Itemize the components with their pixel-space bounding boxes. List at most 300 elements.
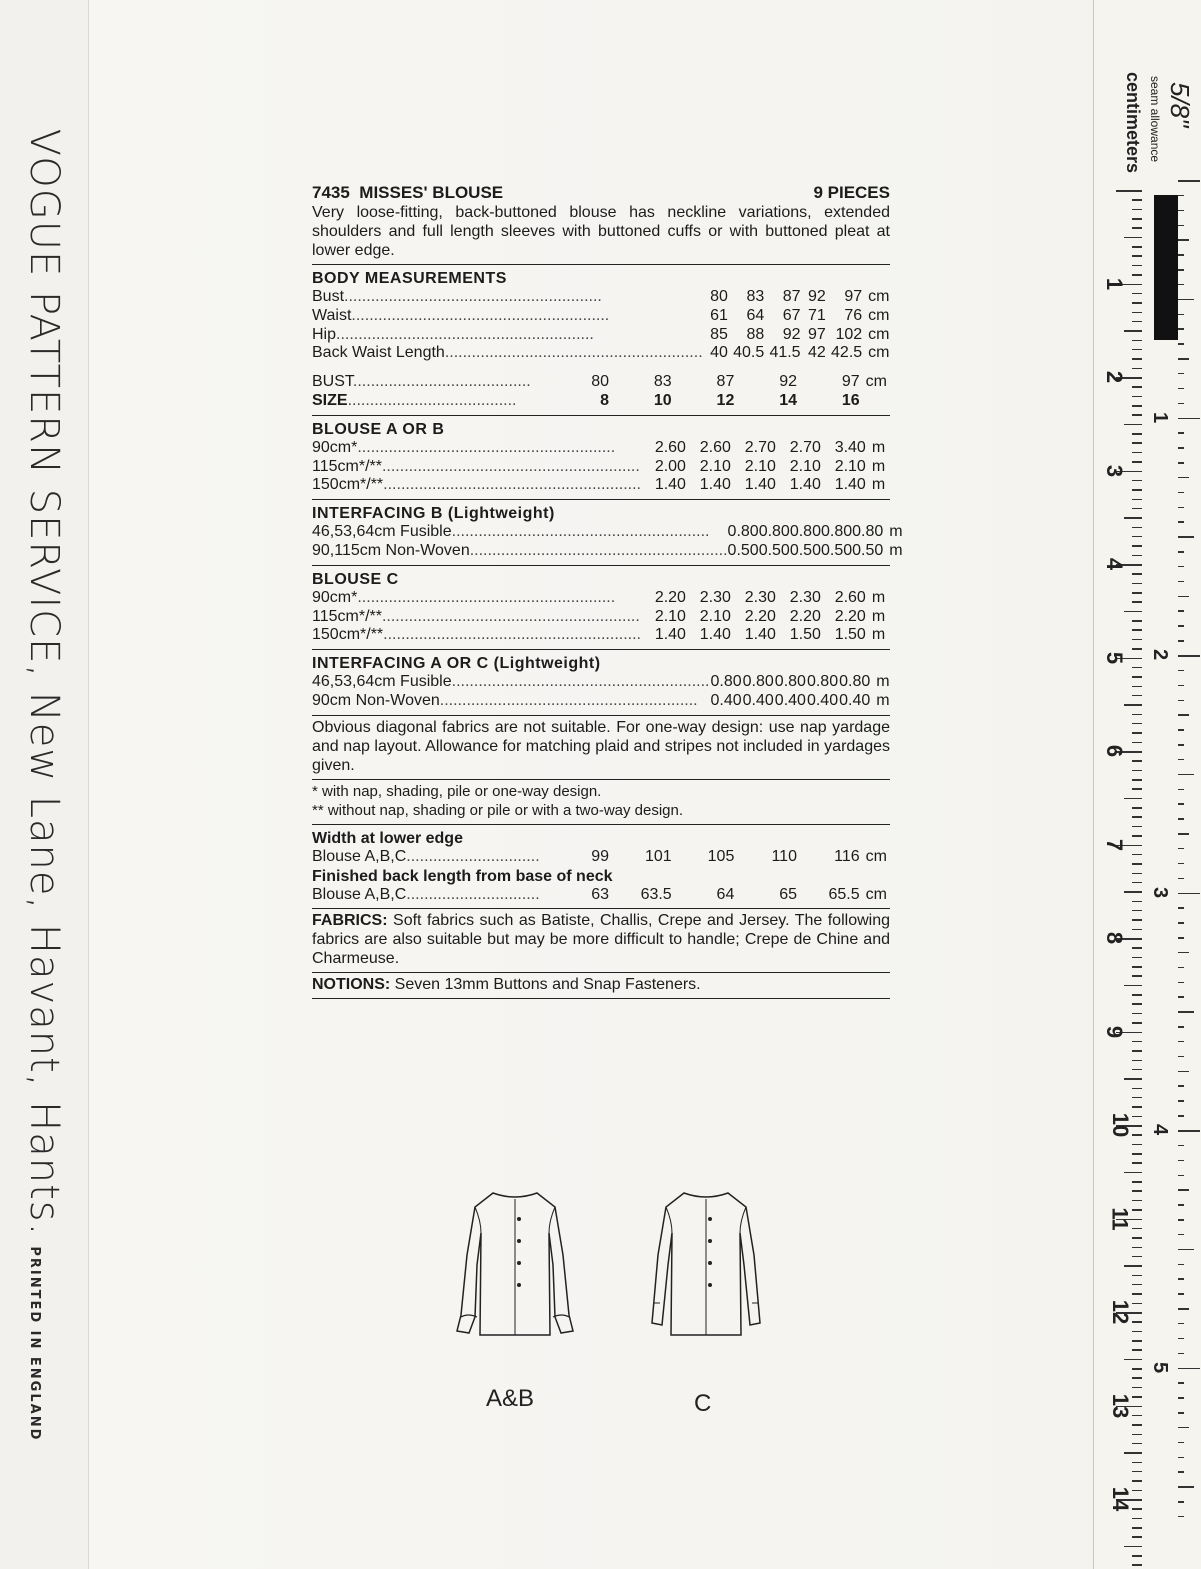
row-label-text: Hip <box>312 325 337 343</box>
ruler-tick <box>1178 299 1194 301</box>
interfacing-b-title: INTERFACING B (Lightweight) <box>312 505 555 523</box>
row-label-text: 115cm*/** <box>312 607 382 625</box>
pattern-name: MISSES' BLOUSE <box>359 183 504 202</box>
cell: 92 <box>779 373 797 391</box>
ruler-tick <box>1124 330 1142 332</box>
divider <box>312 264 890 265</box>
ruler-tick <box>1178 833 1189 835</box>
table-row <box>312 886 890 905</box>
cell: 83 <box>653 373 672 391</box>
interfacing-b-table <box>312 523 903 561</box>
ruler-tick <box>1178 714 1189 716</box>
cell: 85 <box>710 325 728 343</box>
unit: cm <box>868 288 890 305</box>
leader-dots: .......................................................... <box>444 344 703 362</box>
row-label <box>312 848 546 867</box>
divider <box>312 565 890 566</box>
table-row <box>312 542 903 561</box>
cell: 97 <box>844 288 863 305</box>
ruler-tick <box>1132 1490 1142 1492</box>
ruler-inch-number: 4 <box>1149 1123 1172 1136</box>
ruler-tick <box>1124 798 1142 800</box>
cell: 2.60 <box>699 438 731 456</box>
ruler-tick <box>1132 901 1142 903</box>
ruler-tick <box>1132 1003 1142 1005</box>
ruler-tick <box>1178 492 1184 494</box>
row-label-text: 46,53,64cm Fusible <box>312 523 452 541</box>
printed-in-text: PRINTED IN ENGLAND <box>27 1246 42 1442</box>
ruler-tick <box>1178 1219 1184 1221</box>
divider <box>312 824 890 825</box>
ruler-tick <box>1132 433 1142 435</box>
ruler-tick <box>1178 967 1184 969</box>
ruler-tick <box>1178 373 1184 375</box>
cell: 83 <box>746 288 765 305</box>
blouse-c-table <box>312 589 890 645</box>
leader-dots: .......................................................... <box>451 523 710 541</box>
ruler-tick <box>1132 274 1142 276</box>
cell: 76 <box>844 306 863 324</box>
row-label <box>312 692 709 711</box>
ruler-tick <box>1178 477 1189 479</box>
ruler-tick <box>1132 1181 1142 1183</box>
back-length-title: Finished back length from base of neck <box>312 867 613 885</box>
ruler-tick <box>1132 676 1142 678</box>
table-row <box>312 692 890 711</box>
cell: 0.80 <box>789 523 821 541</box>
ruler-tick <box>1132 312 1142 314</box>
ruler-tick <box>1178 1115 1184 1117</box>
cell: 92 <box>782 325 801 343</box>
cell: 1.40 <box>654 626 686 644</box>
ruler-tick <box>1132 358 1142 360</box>
cell: 14 <box>779 391 797 409</box>
ruler-tick <box>1132 1415 1142 1417</box>
ruler-tick <box>1132 340 1142 342</box>
ruler-tick <box>1178 432 1184 434</box>
ruler-tick <box>1178 566 1184 568</box>
notions-label: NOTIONS: <box>312 976 391 994</box>
cell: 1.40 <box>744 626 776 644</box>
cell: 97 <box>808 325 826 343</box>
cell: 1.50 <box>834 626 866 644</box>
row-label <box>312 439 641 458</box>
unit: m <box>871 607 886 625</box>
ruler-tick <box>1178 670 1184 672</box>
table-row <box>312 626 890 645</box>
leader-dots: .............................. <box>406 847 540 865</box>
ruler-tick <box>1132 975 1142 977</box>
unit: m <box>876 673 890 691</box>
ruler-cm-number: 10 <box>1108 1112 1134 1138</box>
ruler-tick <box>1132 863 1142 865</box>
leader-dots: .......................................................... <box>381 457 640 475</box>
ruler-tick <box>1132 1247 1142 1249</box>
cell: 42 <box>808 344 826 362</box>
ruler-tick <box>1132 1303 1142 1305</box>
cell: 0.80 <box>774 673 806 691</box>
cell: 65.5 <box>828 885 860 903</box>
ruler-inch-number: 1 <box>1149 411 1172 423</box>
ruler-tick <box>1132 1162 1142 1164</box>
ruler-tick <box>1178 1175 1184 1177</box>
ruler-tick <box>1178 803 1184 805</box>
ruler-tick <box>1132 1050 1142 1052</box>
notions-text: Seven 13mm Buttons and Snap Fasteners. <box>394 976 701 994</box>
ruler-tick <box>1132 227 1142 229</box>
ruler-tick <box>1178 996 1184 998</box>
cell: 8 <box>600 391 610 409</box>
cell: 1.40 <box>699 476 731 494</box>
pattern-info <box>312 183 903 1001</box>
row-label-text: Back Waist Length <box>312 344 445 362</box>
ruler-tick <box>1178 907 1184 909</box>
cell: 2.10 <box>744 457 776 475</box>
ruler-tick <box>1178 818 1184 820</box>
ruler-tick <box>1132 1228 1142 1230</box>
table-row <box>312 458 890 477</box>
ruler-tick <box>1178 180 1200 182</box>
ruler-tick <box>1178 239 1189 241</box>
ruler-tick <box>1132 835 1142 837</box>
row-label-text: Bust <box>312 288 345 305</box>
unit: m <box>871 438 886 456</box>
ruler-tick <box>1132 461 1142 463</box>
ruler-tick <box>1178 937 1184 939</box>
ruler-tick <box>1124 1078 1142 1080</box>
table-row <box>312 344 890 363</box>
ruler-tick <box>1124 1172 1142 1174</box>
leader-dots: .......................................................... <box>451 673 710 691</box>
ruler-tick <box>1178 210 1184 212</box>
ruler-tick <box>1132 994 1142 996</box>
cell: 1.40 <box>699 626 731 644</box>
divider <box>312 779 890 780</box>
row-label-text: 90cm Non-Woven <box>312 691 440 709</box>
table-row <box>312 439 890 458</box>
cell: 2.70 <box>789 438 821 456</box>
ruler-tick <box>1178 1427 1189 1429</box>
ruler-tick <box>1132 1340 1142 1342</box>
ruler-tick <box>1178 551 1184 553</box>
table-row <box>312 476 890 495</box>
ruler-tick <box>1178 1204 1184 1206</box>
ruler-tick <box>1124 1359 1142 1361</box>
divider <box>312 972 890 973</box>
ruler-tick <box>1178 759 1184 761</box>
ruler-tick <box>1178 1397 1184 1399</box>
unit: m <box>871 626 886 644</box>
leader-dots: .......................................................... <box>357 588 616 606</box>
cell: 71 <box>808 306 826 324</box>
ruler-tick <box>1178 581 1184 583</box>
cell: 0.40 <box>839 691 871 709</box>
ruler-tick <box>1178 685 1184 687</box>
row-label <box>312 288 703 307</box>
ruler-tick <box>1124 1265 1142 1267</box>
ruler-cm-number: 2 <box>1102 370 1128 384</box>
ruler-tick <box>1132 1564 1142 1566</box>
cell: 2.10 <box>699 457 731 475</box>
ruler-tick <box>1132 1527 1142 1529</box>
ruler-tick <box>1178 952 1189 954</box>
leader-dots: .......................................................... <box>439 691 698 709</box>
unit: m <box>889 523 903 541</box>
leader-dots: .......................................................... <box>344 288 602 305</box>
blouse-ab-title: BLOUSE A OR B <box>312 420 445 438</box>
interfacing-ac-title: INTERFACING A OR C (Lightweight) <box>312 655 601 673</box>
ruler-cm-number: 12 <box>1108 1299 1134 1325</box>
ruler-tick <box>1178 848 1184 850</box>
ruler-tick <box>1178 1145 1184 1147</box>
cell: 1.40 <box>834 476 866 494</box>
cell: 67 <box>782 306 801 324</box>
ruler-tick <box>1132 527 1142 529</box>
ruler-tick <box>1132 1443 1142 1445</box>
ruler-tick <box>1178 1071 1189 1073</box>
cell: 65 <box>779 885 797 903</box>
ruler-tick <box>1132 555 1142 557</box>
ruler-cm-number: 13 <box>1108 1393 1134 1418</box>
ruler-tick <box>1178 700 1184 702</box>
cell: 2.10 <box>699 607 731 625</box>
ruler-tick <box>1132 732 1142 734</box>
ruler-cm-number: 7 <box>1102 838 1128 851</box>
ruler-cm-number: 8 <box>1102 931 1128 945</box>
ruler-tick <box>1132 573 1142 575</box>
ruler-tick <box>1178 610 1184 612</box>
ruler-tick <box>1132 545 1142 547</box>
ruler-tick <box>1132 966 1142 968</box>
blouse-ab-table <box>312 439 890 495</box>
ruler-tick <box>1178 982 1184 984</box>
divider <box>312 998 890 999</box>
ruler-tick <box>1178 328 1184 330</box>
cell: 2.30 <box>789 588 821 606</box>
ruler-tick <box>1132 1190 1142 1192</box>
row-label-text: 150cm*/** <box>312 626 384 644</box>
cell: 2.20 <box>654 588 686 606</box>
unit: m <box>871 457 886 475</box>
table-row <box>312 326 890 345</box>
ruler-tick <box>1132 1116 1142 1118</box>
ruler-tick <box>1132 1256 1142 1258</box>
ruler-tick <box>1178 1026 1184 1028</box>
footnote-without-nap: ** without nap, shading or pile or with a two-way design. <box>312 801 684 819</box>
ruler-tick <box>1124 517 1142 519</box>
cell: 80 <box>710 288 728 305</box>
cell: 2.60 <box>654 438 686 456</box>
row-label <box>312 458 641 477</box>
cell: 63.5 <box>640 885 672 903</box>
ruler-tick <box>1178 1382 1184 1384</box>
cell: 63 <box>591 885 610 903</box>
blouse-c-title: BLOUSE C <box>312 570 399 588</box>
ruler-tick <box>1132 1237 1142 1239</box>
row-label-text: Waist <box>312 306 352 324</box>
ruler-tick <box>1178 640 1184 642</box>
divider <box>312 715 890 716</box>
ruler-tick <box>1132 882 1142 884</box>
table-row <box>312 673 890 692</box>
table-row <box>312 307 890 326</box>
unit: m <box>871 476 886 494</box>
ruler-tick <box>1132 414 1142 416</box>
unit: cm <box>865 885 887 903</box>
ruler-tick <box>1132 1321 1142 1323</box>
ruler-tick <box>1132 807 1142 809</box>
cell: 40 <box>710 344 728 362</box>
divider <box>312 415 890 416</box>
body-measurements-title: BODY MEASUREMENTS <box>312 270 507 287</box>
ruler-tick <box>1132 1508 1142 1510</box>
ruler-tick <box>1132 910 1142 912</box>
leader-dots: .......................................................... <box>383 626 641 644</box>
ruler-tick <box>1132 826 1142 828</box>
ruler-tick <box>1132 601 1142 603</box>
cell: 97 <box>841 373 860 391</box>
ruler-tick <box>1132 209 1142 211</box>
ruler-tick <box>1132 1387 1142 1389</box>
ruler-tick <box>1178 1486 1194 1488</box>
ruler-tick <box>1178 1056 1184 1058</box>
cell: 2.60 <box>834 588 866 606</box>
ruler-tick <box>1178 1471 1184 1473</box>
row-label <box>312 673 709 692</box>
leader-dots: .............................. <box>406 885 540 903</box>
ruler-tick <box>1132 1209 1142 1211</box>
cell: 0.80 <box>727 523 759 541</box>
ruler-tick <box>1132 947 1142 949</box>
cell: 88 <box>746 325 765 343</box>
cell: 87 <box>716 373 735 391</box>
width-lower-edge-table <box>312 848 890 867</box>
ruler-tick <box>1178 195 1184 197</box>
ruler-tick <box>1132 1097 1142 1099</box>
ruler-tick <box>1178 1130 1200 1132</box>
leader-dots: .......................................................... <box>351 306 610 324</box>
leader-dots: ........................................ <box>352 373 531 391</box>
ruler-tick <box>1178 403 1184 405</box>
ruler-tick <box>1178 1338 1184 1340</box>
seam-ruler <box>1093 0 1201 1569</box>
ruler-tick <box>1178 1264 1184 1266</box>
ruler-tick <box>1132 480 1142 482</box>
ruler-tick <box>1178 1041 1184 1043</box>
ruler-tick <box>1178 789 1184 791</box>
body-measurements-table <box>312 288 890 363</box>
width-lower-edge-title: Width at lower edge <box>312 829 463 847</box>
ruler-tick <box>1132 1275 1142 1277</box>
cell: 0.40 <box>710 691 742 709</box>
ruler-tick <box>1132 1536 1142 1538</box>
cell: 1.40 <box>744 476 776 494</box>
ruler-tick <box>1132 620 1142 622</box>
row-label-text: 115cm*/** <box>312 457 382 475</box>
ruler-tick <box>1124 891 1142 893</box>
ruler-inch-number: 5 <box>1149 1361 1172 1373</box>
ruler-tick <box>1132 1106 1142 1108</box>
unit: cm <box>865 373 887 391</box>
ruler-tick <box>1132 1480 1142 1482</box>
ruler-tick <box>1178 447 1184 449</box>
footnote-nap: * with nap, shading, pile or one-way design. <box>312 782 602 800</box>
ruler-tick <box>1178 314 1184 316</box>
ruler-tick <box>1124 1546 1142 1548</box>
ruler-tick <box>1178 729 1184 731</box>
ruler-tick <box>1178 1323 1184 1325</box>
leader-dots: .......................................................... <box>383 476 641 494</box>
ruler-cm-number: 14 <box>1108 1486 1134 1512</box>
ruler-tick <box>1178 536 1194 538</box>
row-label-text: Blouse A,B,C <box>312 847 407 865</box>
ruler-tick <box>1132 714 1142 716</box>
ruler-tick <box>1124 424 1142 426</box>
ruler-tick <box>1178 284 1184 286</box>
table-row <box>312 589 890 608</box>
ruler-subtitle: seam allowance <box>1148 76 1162 163</box>
size-table <box>312 373 890 411</box>
table-row <box>312 288 890 307</box>
ruler-tick <box>1132 648 1142 650</box>
ruler-tick <box>1124 237 1142 239</box>
ruler-tick <box>1132 779 1142 781</box>
cell: 0.40 <box>774 691 806 709</box>
ruler-tick <box>1132 321 1142 323</box>
unit: m <box>889 541 903 559</box>
ruler-tick <box>1178 1293 1184 1295</box>
cell: 16 <box>841 391 860 409</box>
row-label <box>312 373 546 392</box>
ruler-tick <box>1132 1518 1142 1520</box>
leader-dots: ...................................... <box>347 391 517 409</box>
ruler-tick <box>1132 695 1142 697</box>
cell: 0.50 <box>758 541 790 559</box>
cell: 1.40 <box>789 476 821 494</box>
ruler-tick <box>1178 418 1200 420</box>
ruler-tick <box>1132 536 1142 538</box>
ruler-tick <box>1132 1471 1142 1473</box>
ruler-tick <box>1132 396 1142 398</box>
cell: 2.30 <box>699 588 731 606</box>
ruler-tick <box>1132 1349 1142 1351</box>
row-label <box>312 344 703 363</box>
ruler-tick <box>1132 1424 1142 1426</box>
unit: cm <box>868 325 890 343</box>
cell: 116 <box>834 847 860 865</box>
ruler-tick <box>1132 639 1142 641</box>
cell: 40.5 <box>733 344 765 362</box>
ruler-tick <box>1132 629 1142 631</box>
ruler-cm-number: 9 <box>1102 1025 1128 1038</box>
ruler-tick <box>1132 770 1142 772</box>
bust-row <box>312 373 890 392</box>
ruler-tick <box>1132 667 1142 669</box>
pattern-title <box>312 183 503 202</box>
ruler-tick <box>1178 388 1184 390</box>
leader-dots: .......................................................... <box>336 325 594 343</box>
blouse-c-back-sketch <box>646 1185 766 1345</box>
ruler-tick <box>1132 489 1142 491</box>
ruler-tick <box>1178 1249 1194 1251</box>
pattern-pieces: 9 PIECES <box>813 183 890 202</box>
ruler-tick <box>1178 655 1200 657</box>
ruler-cm-number: 3 <box>1102 464 1128 477</box>
fabrics-label: FABRICS: <box>312 912 388 930</box>
leader-dots: .......................................................... <box>357 438 616 456</box>
ruler-tick <box>1132 265 1142 267</box>
ruler-cm-number: 5 <box>1102 651 1128 664</box>
